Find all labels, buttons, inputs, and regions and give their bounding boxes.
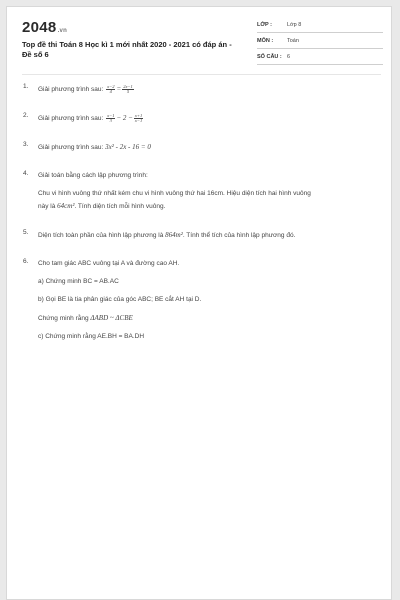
question-text: . Tính thể tích của hình lập phương đó. <box>182 232 296 239</box>
question-number: 5. <box>23 229 29 236</box>
site-logo[interactable] <box>22 19 67 36</box>
question-text: Diện tích toàn phần của hình lập phương là <box>38 232 164 239</box>
fraction: $\frac{x-1}{3}$ <box>107 112 115 123</box>
logo-suffix: .vn <box>57 28 68 34</box>
question-body: Chu vi hình vuông thứ nhất kém chu vi hình vuông thứ hai 16cm. Hiệu diện tích hai hình vuông <box>38 190 311 197</box>
logo-text: 2048 <box>22 19 57 36</box>
document-title: Top đề thi Toán 8 Học kì 1 mới nhất 2020 - 2021 có đáp án - Đề số 6 <box>22 40 232 59</box>
meta-table <box>257 17 383 65</box>
question-number: 1. <box>23 83 29 90</box>
fraction: $\frac{x-2}{4}$ <box>107 83 115 94</box>
question-content: Giải phương trình sau: $\frac{x-1}{3}$ − 2 − $\frac{x+1}{x-1}$ <box>38 112 143 123</box>
meta-row-lop <box>257 17 383 33</box>
question-list <box>23 83 378 343</box>
question-4 <box>23 170 378 213</box>
question-content <box>38 170 311 213</box>
question-content <box>38 229 295 242</box>
question-text: Giải phương trình sau: <box>38 86 104 93</box>
question-number: 3. <box>23 141 29 148</box>
question-content <box>38 141 151 154</box>
math-expression: 64cm² <box>57 202 75 210</box>
meta-label: LỚP : <box>257 21 272 28</box>
question-text: Giải phương trình sau: <box>38 115 104 122</box>
equation: 3x² - 2x - 16 = 0 <box>105 143 151 151</box>
meta-label: MÔN : <box>257 37 274 44</box>
question-text: Cho tam giác ABC vuông tại A và đường cao AH. <box>38 260 180 267</box>
meta-row-socau <box>257 49 383 65</box>
meta-value: Lớp 8 <box>287 21 302 28</box>
question-part-a: a) Chứng minh BC = AB.AC <box>38 278 119 285</box>
meta-label: SỐ CÂU : <box>257 53 282 60</box>
question-part-b: b) Gọi BE là tia phân giác của góc ABC; BE cắt AH tại D. <box>38 296 202 303</box>
question-3 <box>23 141 378 154</box>
question-text: Giải phương trình sau: <box>38 144 104 151</box>
question-number: 2. <box>23 112 29 119</box>
question-body: này là <box>38 203 56 210</box>
question-content: Giải phương trình sau: $\frac{x-2}{4}$ = $\frac{2x-1}{5}$ <box>38 83 133 94</box>
fraction: $\frac{x+1}{x-1}$ <box>134 112 143 123</box>
document-header <box>7 7 391 67</box>
document-page <box>6 6 392 600</box>
question-text: Giải toán bằng cách lập phương trình: <box>38 172 148 179</box>
question-number: 4. <box>23 170 29 177</box>
question-5 <box>23 229 378 242</box>
divider <box>22 74 381 75</box>
question-2 <box>23 112 378 125</box>
fraction: $\frac{2x-1}{5}$ <box>123 83 133 94</box>
question-6 <box>23 258 378 343</box>
question-content <box>38 258 201 343</box>
question-number: 6. <box>23 258 29 265</box>
meta-value: Toán <box>287 37 299 44</box>
question-part-b2: Chứng minh rằng <box>38 315 89 322</box>
meta-row-mon <box>257 33 383 49</box>
meta-value: 6 <box>287 53 291 60</box>
question-part-c: c) Chứng minh rằng AE.BH = BA.DH <box>38 333 145 340</box>
question-1 <box>23 83 378 96</box>
math-expression: 864m² <box>165 231 183 239</box>
math-expression: ΔABD ~ ΔCBE <box>90 314 133 322</box>
question-body: . Tính diện tích mỗi hình vuông. <box>74 203 166 210</box>
